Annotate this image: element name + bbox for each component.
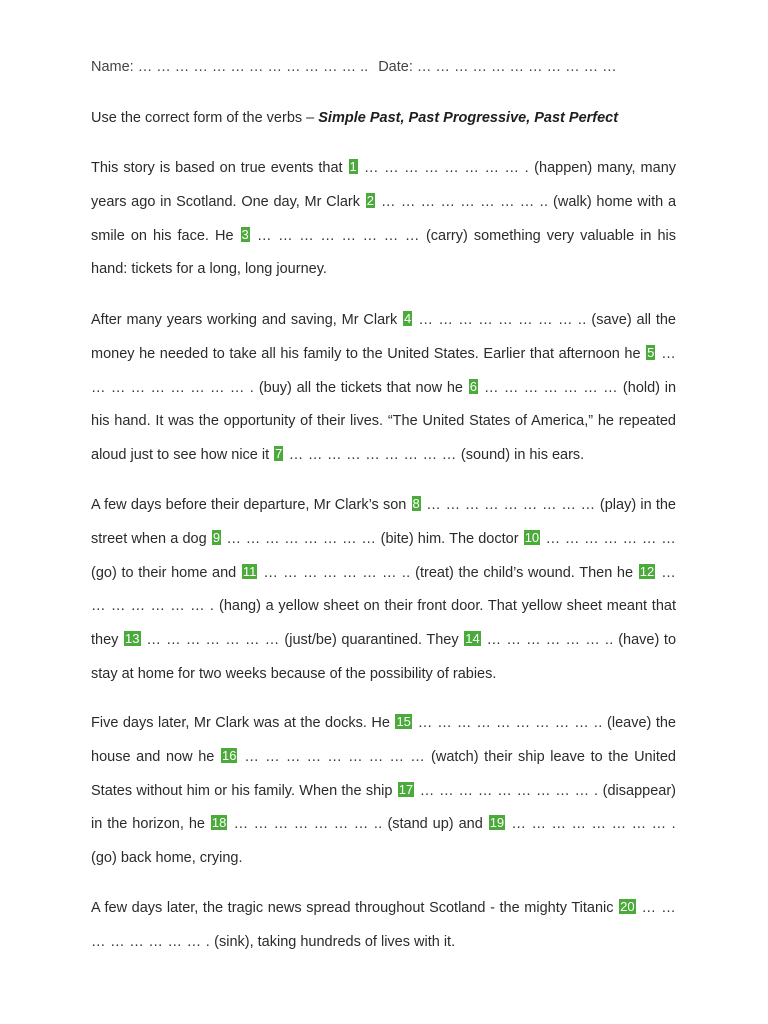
story-text: (bite) him. The doctor <box>380 530 523 547</box>
question-number-badge: 3 <box>241 226 249 242</box>
answer-blank: … … … … … … … … … <box>284 447 461 464</box>
story-text: (carry) something very valuable in his hand: tickets for a long, long journey. <box>91 227 676 278</box>
answer-blank: … … … … … … … … <box>250 227 426 244</box>
story-text: (have) to stay at home for two weeks because of the possibility of rabies. <box>91 632 677 682</box>
answer-blank: … … … … … … … … … <box>238 748 432 765</box>
question-number-badge: 19 <box>489 815 505 831</box>
answer-blank: … … … … … … … … .. <box>375 193 549 210</box>
answer-blank: … … … … … … … … . <box>506 816 677 833</box>
question-number-badge: 8 <box>412 496 420 511</box>
question-number-badge: 15 <box>396 714 411 729</box>
story-text: (treat) the child’s wound. Then he <box>410 564 638 581</box>
name-blank: … … … … … … … … … … … … .. <box>137 59 369 75</box>
story-paragraph-5 <box>91 892 676 960</box>
story-paragraph-2 <box>91 304 676 473</box>
story-text: (disappear) in the horizon, he <box>91 782 676 833</box>
answer-blank: … … … … … … … … … .. <box>412 715 603 731</box>
question-number-badge: 14 <box>465 631 480 647</box>
question-number-badge: 12 <box>639 563 655 579</box>
question-number-badge: 16 <box>221 747 237 763</box>
answer-blank: … … … … … … … … … . <box>91 345 676 396</box>
answer-blank: … … … … … … … .. <box>258 564 411 581</box>
question-number-badge: 4 <box>404 311 412 326</box>
question-number-badge: 18 <box>211 815 227 831</box>
question-number-badge: 20 <box>620 899 635 914</box>
story-text: A few days before their departure, Mr Clark’s son <box>91 497 411 513</box>
header-line <box>91 59 617 75</box>
answer-blank: … … … … … … … … . <box>358 160 535 176</box>
answer-blank: … … … … … … … … … . <box>415 782 599 799</box>
story-text: Five days later, Mr Clark was at the docks. He <box>91 715 395 731</box>
question-number-badge: 5 <box>647 344 655 360</box>
story-text: (play) in the street when a dog <box>91 497 676 547</box>
story-text: (walk) home with a smile on his face. He <box>91 193 677 244</box>
story-text: A few days later, the tragic news spread throughout Scotland - the mighty Titanic <box>91 900 619 916</box>
story-paragraph-4 <box>91 707 676 876</box>
name-label: Name: <box>91 59 134 75</box>
answer-blank: … … … … … … … <box>478 379 623 396</box>
answer-blank: … … … … … … … … <box>222 530 381 547</box>
answer-blank: … … … … … … … .. <box>228 816 383 833</box>
story-text: This story is based on true events that <box>91 160 348 176</box>
answer-blank: … … … … … … .. <box>481 632 614 649</box>
question-number-badge: 7 <box>275 446 283 462</box>
story-text: After many years working and saving, Mr Clark <box>91 312 403 328</box>
story-paragraph-1 <box>91 152 676 287</box>
question-number-badge: 17 <box>398 781 414 797</box>
question-number-badge: 10 <box>524 529 540 545</box>
question-number-badge: 13 <box>125 631 140 647</box>
question-number-badge: 9 <box>212 529 221 545</box>
story-text: (sink), taking hundreds of lives with it. <box>210 933 456 950</box>
story-text: (save) all the money he needed to take all his family to the United States. Earlier that afternoon he <box>91 312 676 362</box>
question-number-badge: 6 <box>469 378 477 394</box>
instruction-text: Use the correct form of the verbs – <box>91 110 319 126</box>
story-text: (buy) all the tickets that now he <box>254 379 468 396</box>
question-number-badge: 11 <box>242 563 257 579</box>
instruction <box>91 110 618 126</box>
story-paragraph-3 <box>91 489 676 692</box>
story-text: (happen) many, many years ago in Scotland. One day, Mr Clark <box>91 160 677 210</box>
question-number-badge: 2 <box>366 192 374 208</box>
story-text: (go) back home, crying. <box>91 850 243 867</box>
story-text: (just/be) quarantined. They <box>284 632 464 649</box>
answer-blank: … … … … … … … … … <box>421 497 600 513</box>
answer-blank: … … … … … … … … .. <box>413 312 587 328</box>
date-blank: … … … … … … … … … … … <box>416 59 617 75</box>
story-text: (stand up) and <box>382 816 488 833</box>
story-text: (sound) in his ears. <box>460 447 585 464</box>
instruction-tenses: Simple Past, Past Progressive, Past Perfect <box>318 110 619 126</box>
story-text: (hold) in his hand. It was the opportunity of their lives. “The United States of America,” he repeated aloud just to see how nice it <box>91 379 677 464</box>
story-text: (leave) the house and now he <box>91 715 676 765</box>
answer-blank: … … … … … … … <box>541 530 676 547</box>
date-label: Date: <box>378 59 413 75</box>
story-text: (go) to their home and <box>91 564 241 581</box>
answer-blank: … … … … … … … <box>141 632 285 649</box>
story-text: (watch) their ship leave to the United States without him or his family. When the ship <box>91 748 676 799</box>
answer-blank: … … … … … … … . <box>91 564 676 615</box>
answer-blank: … … … … … … … … . <box>91 900 677 950</box>
question-number-badge: 1 <box>349 159 357 174</box>
story-text: (hang) a yellow sheet on their front door. That yellow sheet meant that they <box>91 598 676 649</box>
